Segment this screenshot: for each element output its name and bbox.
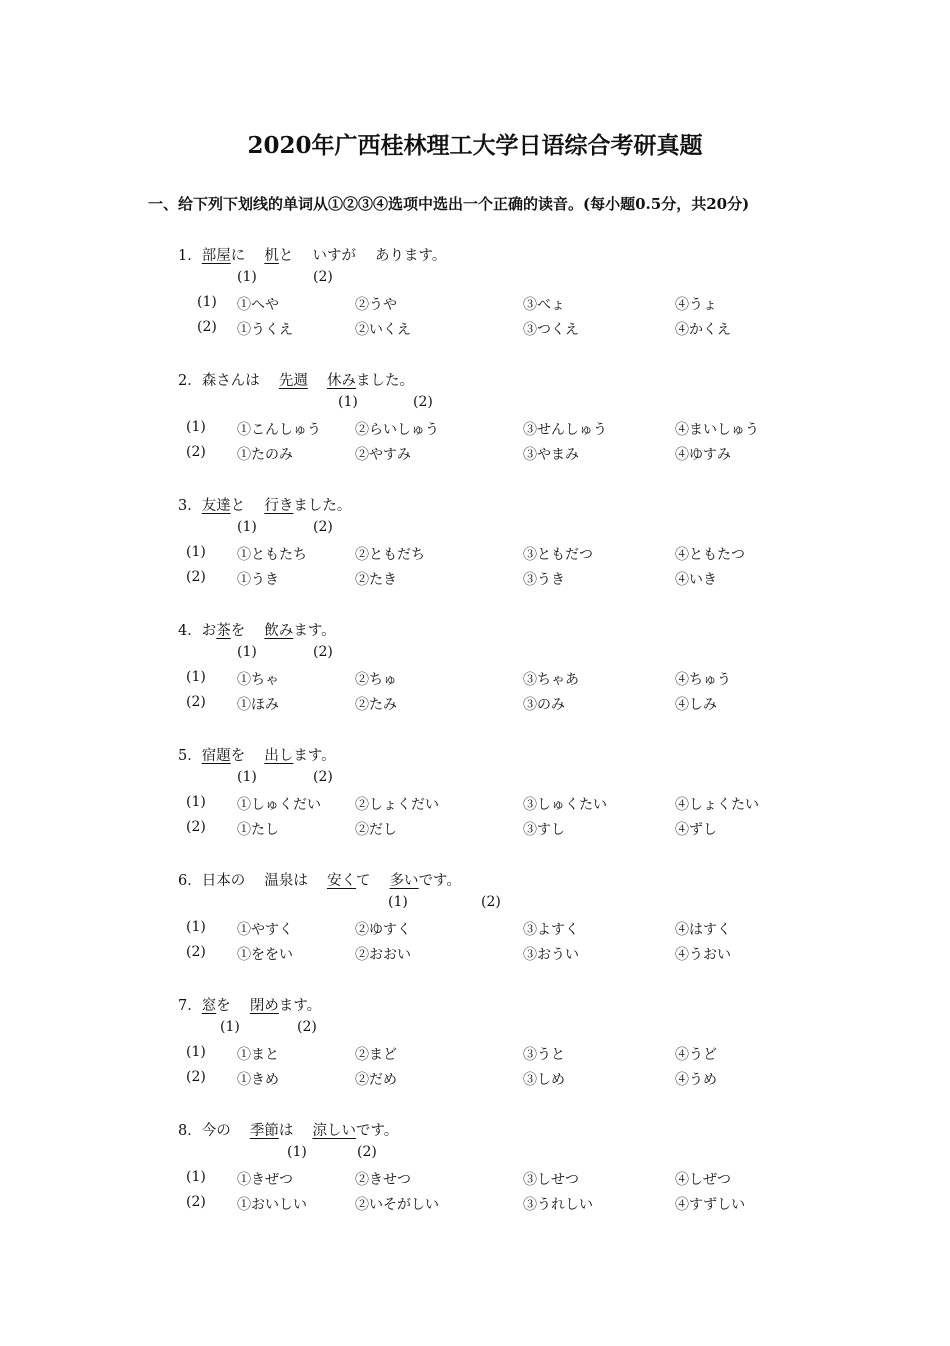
- question-number: 3．: [178, 498, 202, 514]
- answer-choice[interactable]: ②らいしゅう: [355, 422, 439, 438]
- underlined-word: 安く: [326, 873, 356, 889]
- option-row-label: (1): [186, 419, 206, 435]
- answer-choice[interactable]: ②ちゅ: [355, 672, 397, 688]
- answer-choice[interactable]: ③うと: [523, 1047, 565, 1063]
- underlined-word: 出し: [264, 748, 294, 764]
- blank-marker: (1): [287, 1144, 307, 1160]
- answer-choice[interactable]: ③うれしい: [523, 1197, 593, 1213]
- option-row-label: (1): [186, 919, 206, 935]
- answer-choice[interactable]: ④しょくたい: [675, 797, 759, 813]
- answer-choice[interactable]: ①ほみ: [237, 697, 279, 713]
- answer-choice[interactable]: ④うおい: [675, 947, 731, 963]
- blank-marker: (2): [313, 519, 333, 535]
- sentence-text: と いすが あります。: [278, 248, 447, 264]
- blank-marker: (1): [237, 644, 257, 660]
- answer-choice[interactable]: ①うき: [237, 572, 279, 588]
- answer-choice[interactable]: ③せんしゅう: [523, 422, 607, 438]
- answer-choice[interactable]: ③すし: [523, 822, 565, 838]
- question-number: 7．: [178, 998, 202, 1014]
- blank-marker: (2): [297, 1019, 317, 1035]
- answer-choice[interactable]: ②うや: [355, 297, 397, 313]
- blank-marker: (1): [388, 894, 408, 910]
- answer-choice[interactable]: ③おうい: [523, 947, 579, 963]
- answer-choice[interactable]: ②きせつ: [355, 1172, 411, 1188]
- question-8: [178, 1119, 398, 1140]
- answer-choice[interactable]: ④すずしい: [675, 1197, 746, 1213]
- sentence-text: と: [230, 498, 265, 514]
- sentence-text: ます。: [293, 748, 336, 764]
- sentence-text: ました。: [293, 498, 352, 514]
- answer-choice[interactable]: ②いくえ: [355, 322, 411, 338]
- sentence-text: て: [355, 873, 390, 889]
- answer-choice[interactable]: ④かくえ: [675, 322, 731, 338]
- answer-choice[interactable]: ②たみ: [355, 697, 397, 713]
- blank-marker: (2): [357, 1144, 377, 1160]
- option-row-label: (2): [186, 819, 206, 835]
- blank-marker: (1): [237, 769, 257, 785]
- option-row-label: (2): [186, 1194, 206, 1210]
- answer-choice[interactable]: ④ゆすみ: [675, 447, 731, 463]
- underlined-word: 机: [264, 248, 279, 264]
- underlined-word: 閉め: [249, 998, 279, 1014]
- blank-marker: (1): [237, 269, 257, 285]
- answer-choice[interactable]: ④うめ: [675, 1072, 717, 1088]
- answer-choice[interactable]: ③よすく: [523, 922, 579, 938]
- sentence-text: を: [230, 623, 265, 639]
- answer-choice[interactable]: ④うど: [675, 1047, 717, 1063]
- option-row-label: (2): [186, 694, 206, 710]
- sentence-text: [308, 373, 327, 389]
- question-2: [178, 369, 414, 390]
- sentence-text: ました。: [355, 373, 414, 389]
- underlined-word: 休み: [326, 373, 356, 389]
- answer-choice[interactable]: ①しゅくだい: [237, 797, 321, 813]
- underlined-word: 茶: [216, 623, 231, 639]
- question-4: [178, 619, 336, 640]
- question-5: [178, 744, 336, 765]
- sentence-text: です。: [418, 873, 461, 889]
- answer-choice[interactable]: ③やまみ: [523, 447, 579, 463]
- question-7: [178, 994, 321, 1015]
- answer-choice[interactable]: ①まと: [237, 1047, 279, 1063]
- question-number: 6．: [178, 873, 202, 889]
- sentence-text: です。: [355, 1123, 399, 1139]
- answer-choice[interactable]: ①ををい: [237, 947, 293, 963]
- answer-choice[interactable]: ②まど: [355, 1047, 397, 1063]
- answer-choice[interactable]: ④まいしゅう: [675, 422, 759, 438]
- sentence-text: は: [278, 1123, 313, 1139]
- blank-marker: (1): [237, 519, 257, 535]
- option-row-label: (1): [197, 294, 217, 310]
- question-number: 2．: [178, 373, 202, 389]
- underlined-word: 部屋: [201, 248, 231, 264]
- answer-choice[interactable]: ③しめ: [523, 1072, 565, 1088]
- answer-choice[interactable]: ②ともだち: [355, 547, 425, 563]
- underlined-word: 友達: [201, 498, 231, 514]
- blank-marker: (1): [220, 1019, 240, 1035]
- option-row-label: (1): [186, 1044, 206, 1060]
- answer-choice[interactable]: ①やすく: [237, 922, 293, 938]
- sentence-text: を: [216, 998, 250, 1014]
- option-row-label: (2): [186, 569, 206, 585]
- answer-choice[interactable]: ①ともたち: [237, 547, 307, 563]
- underlined-word: 宿題: [201, 748, 231, 764]
- sentence-text: を: [230, 748, 265, 764]
- answer-choice[interactable]: ④ちゅう: [675, 672, 731, 688]
- underlined-word: 涼しい: [312, 1123, 356, 1139]
- blank-marker: (1): [338, 394, 358, 410]
- option-row-label: (2): [186, 944, 206, 960]
- blank-marker: (2): [481, 894, 501, 910]
- answer-choice[interactable]: ①たのみ: [237, 447, 293, 463]
- underlined-word: 先週: [278, 373, 308, 389]
- question-number: 8．: [178, 1123, 202, 1139]
- question-number: 1．: [178, 248, 202, 264]
- underlined-word: 季節: [249, 1123, 279, 1139]
- underlined-word: 窓: [201, 998, 217, 1014]
- underlined-word: 行き: [264, 498, 294, 514]
- option-row-label: (2): [197, 319, 217, 335]
- answer-choice[interactable]: ④しぜつ: [675, 1172, 731, 1188]
- answer-choice[interactable]: ①たし: [237, 822, 279, 838]
- sentence-text: 今の: [201, 1123, 250, 1139]
- answer-choice[interactable]: ①うくえ: [237, 322, 293, 338]
- answer-choice[interactable]: ③ともだつ: [523, 547, 593, 563]
- answer-choice[interactable]: ④いき: [675, 572, 717, 588]
- answer-choice[interactable]: ②いそがしい: [355, 1197, 439, 1213]
- answer-choice[interactable]: ③べょ: [523, 297, 565, 313]
- answer-choice[interactable]: ②しょくだい: [355, 797, 439, 813]
- answer-choice[interactable]: ②ゆすく: [355, 922, 411, 938]
- blank-marker: (2): [413, 394, 433, 410]
- answer-choice[interactable]: ①こんしゅう: [237, 422, 321, 438]
- option-row-label: (2): [186, 1069, 206, 1085]
- sentence-text: ます。: [293, 623, 336, 639]
- answer-choice[interactable]: ③うき: [523, 572, 565, 588]
- question-6: [178, 869, 461, 890]
- question-1: [178, 244, 446, 265]
- answer-choice[interactable]: ②たき: [355, 572, 397, 588]
- option-row-label: (1): [186, 544, 206, 560]
- answer-choice[interactable]: ④ともたつ: [675, 547, 745, 563]
- answer-choice[interactable]: ②だめ: [355, 1072, 397, 1088]
- answer-choice[interactable]: ②やすみ: [355, 447, 411, 463]
- answer-choice[interactable]: ①ちゃ: [237, 672, 279, 688]
- option-row-label: (2): [186, 444, 206, 460]
- answer-choice[interactable]: ④しみ: [675, 697, 717, 713]
- sentence-text: お: [201, 623, 217, 639]
- blank-marker: (2): [313, 644, 333, 660]
- sentence-text: ます。: [278, 998, 322, 1014]
- blank-marker: (2): [313, 769, 333, 785]
- option-row-label: (1): [186, 669, 206, 685]
- answer-choice[interactable]: ②だし: [355, 822, 397, 838]
- underlined-word: 多い: [389, 873, 419, 889]
- answer-choice[interactable]: ①へや: [237, 297, 279, 313]
- question-number: 5．: [178, 748, 202, 764]
- page-title: 2020年广西桂林理工大学日语综合考研真题: [247, 132, 703, 159]
- sentence-text: 日本の 温泉は: [201, 873, 327, 889]
- question-3: [178, 494, 351, 515]
- answer-choice[interactable]: ③つくえ: [523, 322, 579, 338]
- underlined-word: 飲み: [264, 623, 294, 639]
- answer-choice[interactable]: ④ずし: [675, 822, 717, 838]
- question-number: 4．: [178, 623, 202, 639]
- answer-choice[interactable]: ①おいしい: [237, 1197, 307, 1213]
- option-row-label: (1): [186, 1169, 206, 1185]
- option-row-label: (1): [186, 794, 206, 810]
- blank-marker: (2): [313, 269, 333, 285]
- answer-choice[interactable]: ④うょ: [675, 297, 717, 313]
- answer-choice[interactable]: ③のみ: [523, 697, 565, 713]
- answer-choice[interactable]: ②おおい: [355, 947, 411, 963]
- sentence-text: に: [230, 248, 265, 264]
- answer-choice[interactable]: ③しゅくたい: [523, 797, 607, 813]
- answer-choice[interactable]: ④はすく: [675, 922, 731, 938]
- section-heading: 一、给下列下划线的单词从①②③④选项中选出一个正确的读音。(每小题0.5分，共20分): [148, 195, 750, 213]
- answer-choice[interactable]: ①きめ: [237, 1072, 279, 1088]
- answer-choice[interactable]: ①きぜつ: [237, 1172, 293, 1188]
- sentence-text: 森さんは: [201, 373, 279, 389]
- answer-choice[interactable]: ③しせつ: [523, 1172, 579, 1188]
- answer-choice[interactable]: ③ちゃあ: [523, 672, 579, 688]
